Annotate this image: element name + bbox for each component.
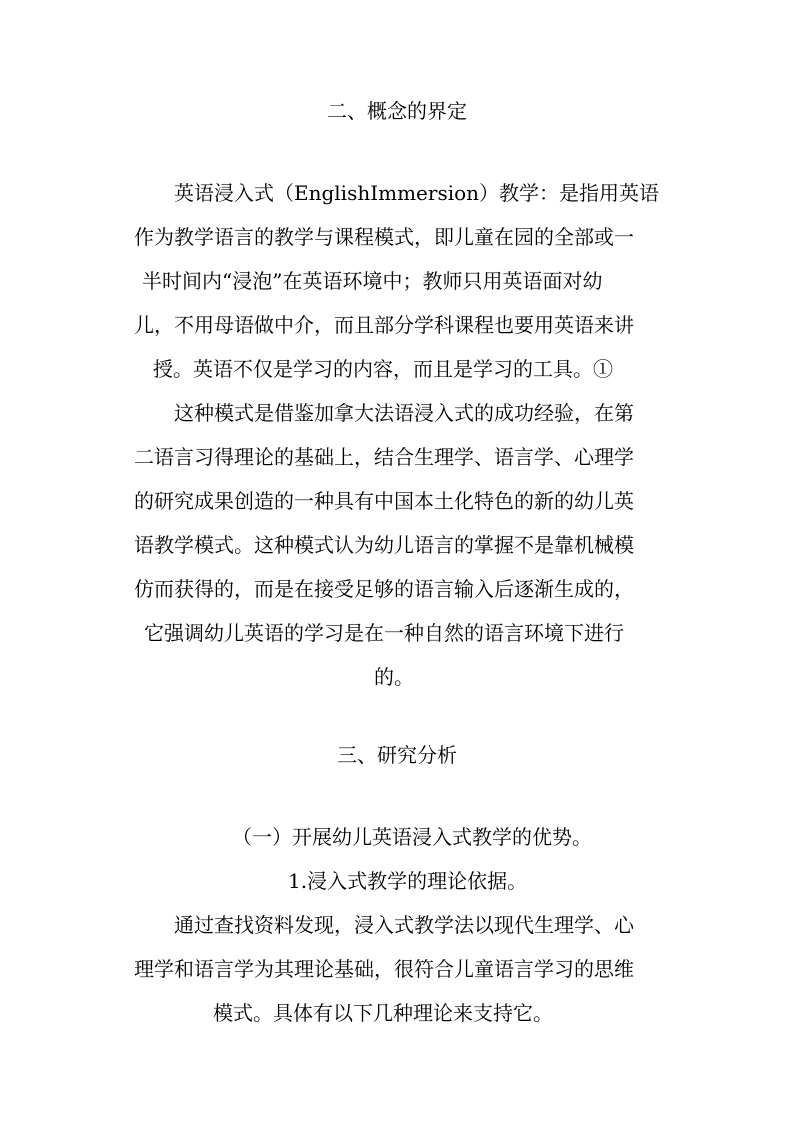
paragraph-line: 语教学模式。这种模式认为幼儿语言的掌握不是靠机械模 — [134, 533, 634, 557]
paragraph-line: 二语言习得理论的基础上，结合生理学、语言学、心理学 — [134, 445, 634, 469]
paragraph-line: 作为教学语言的教学与课程模式，即儿童在园的全部或一 — [134, 225, 634, 249]
paragraph-line: 理学和语言学为其理论基础，很符合儿童语言学习的思维 — [134, 957, 634, 981]
paragraph-line: 仿而获得的，而是在接受足够的语言输入后逐渐生成的， — [134, 577, 634, 601]
paragraph-line: 授。英语不仅是学习的内容，而且是学习的工具。① — [153, 357, 613, 381]
subsubheading-theoretical-basis: 1.浸入式教学的理论依据。 — [288, 869, 528, 893]
paragraph-line: 儿，不用母语做中介，而且部分学科课程也要用英语来讲 — [134, 313, 634, 337]
paragraph-line: 它强调幼儿英语的学习是在一种自然的语言环境下进行 — [144, 621, 624, 645]
paragraph-line: 这种模式是借鉴加拿大法语浸入式的成功经验，在第 — [174, 401, 634, 425]
paragraph-line: 通过查找资料发现，浸入式教学法以现代生理学、心 — [174, 913, 634, 937]
paragraph-line: 的研究成果创造的一种具有中国本土化特色的新的幼儿英 — [134, 489, 634, 513]
subheading-advantages: （一）开展幼儿英语浸入式教学的优势。 — [232, 825, 592, 849]
section-heading-concept-definition: 二、概念的界定 — [327, 99, 467, 123]
paragraph-line: 英语浸入式（EnglishImmersion）教学：是指用英语 — [174, 181, 660, 205]
paragraph-line: 模式。具体有以下几种理论来支持它。 — [213, 1001, 553, 1025]
paragraph-line: 的。 — [374, 665, 414, 689]
section-heading-research-analysis: 三、研究分析 — [337, 743, 457, 767]
paragraph-line: 半时间内“浸泡”在英语环境中；教师只用英语面对幼 — [142, 269, 603, 293]
